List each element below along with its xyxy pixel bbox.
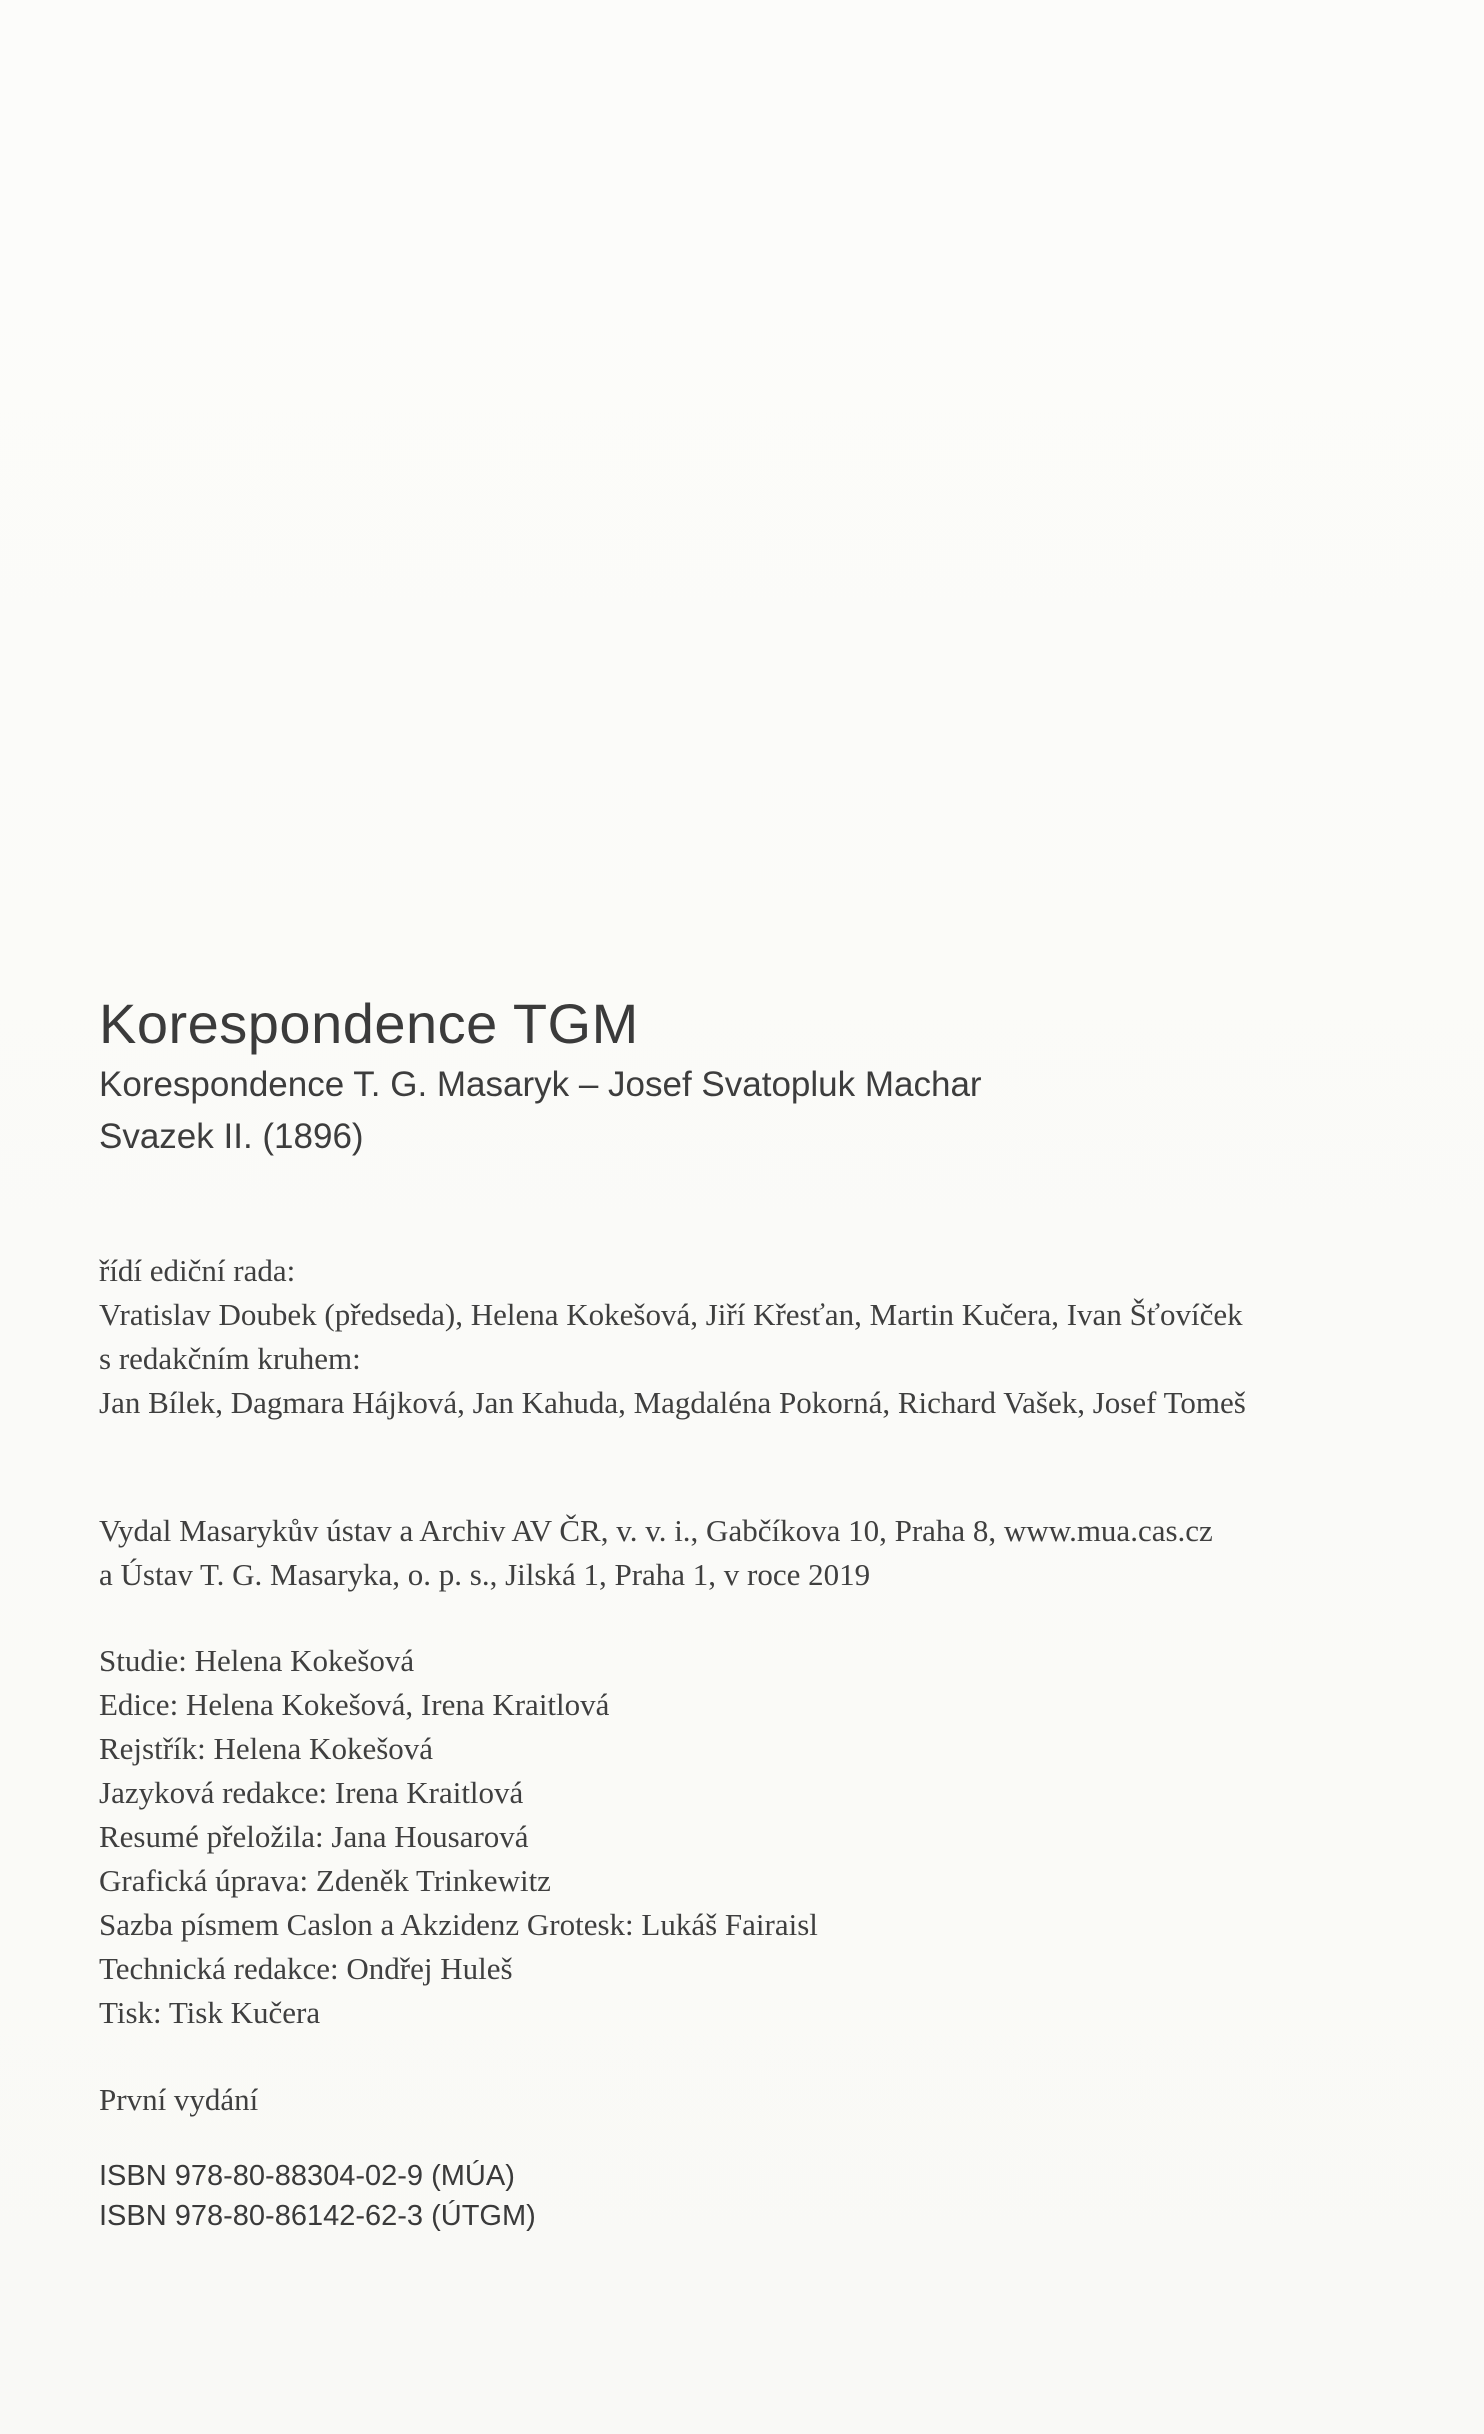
credit-line: Technická redakce: Ondřej Huleš xyxy=(99,1951,513,1986)
board-line: Jan Bílek, Dagmara Hájková, Jan Kahuda, Magdaléna Pokorná, Richard Vašek, Josef Tomeš xyxy=(99,1385,1246,1420)
credit-line: Grafická úprava: Zdeněk Trinkewitz xyxy=(99,1863,551,1898)
publisher-line: a Ústav T. G. Masaryka, o. p. s., Jilská 1, Praha 1, v roce 2019 xyxy=(99,1557,871,1592)
publisher-info xyxy=(99,1509,1213,1597)
board-line: Vratislav Doubek (předseda), Helena Kokešová, Jiří Křesťan, Martin Kučera, Ivan Šťovíček xyxy=(99,1297,1243,1332)
credits-list xyxy=(99,1639,818,2035)
credit-line: Jazyková redakce: Irena Kraitlová xyxy=(99,1775,524,1810)
series-title: Korespondence TGM xyxy=(99,992,639,1055)
series-subtitle: Korespondence T. G. Masaryk – Josef Svatopluk Machar xyxy=(99,1065,982,1104)
credit-line: Edice: Helena Kokešová, Irena Kraitlová xyxy=(99,1687,610,1722)
credit-line: Resumé přeložila: Jana Housarová xyxy=(99,1819,529,1854)
volume-label: Svazek II. (1896) xyxy=(99,1117,364,1156)
publisher-line: Vydal Masarykův ústav a Archiv AV ČR, v. v. i., Gabčíkova 10, Praha 8, www.mua.cas.cz xyxy=(99,1513,1213,1548)
credit-line: Studie: Helena Kokešová xyxy=(99,1643,415,1678)
isbn-line: ISBN 978-80-88304-02-9 (MÚA) xyxy=(99,2160,515,2192)
edition-label: První vydání xyxy=(99,2082,259,2117)
isbn-line: ISBN 978-80-86142-62-3 (ÚTGM) xyxy=(99,2200,536,2232)
isbn-block xyxy=(99,2156,536,2236)
editorial-board xyxy=(99,1249,1246,1425)
credit-line: Tisk: Tisk Kučera xyxy=(99,1995,321,2030)
board-line: řídí ediční rada: xyxy=(99,1253,296,1288)
credit-line: Rejstřík: Helena Kokešová xyxy=(99,1731,434,1766)
board-line: s redakčním kruhem: xyxy=(99,1341,361,1376)
credit-line: Sazba písmem Caslon a Akzidenz Grotesk: Lukáš Fairaisl xyxy=(99,1907,818,1942)
